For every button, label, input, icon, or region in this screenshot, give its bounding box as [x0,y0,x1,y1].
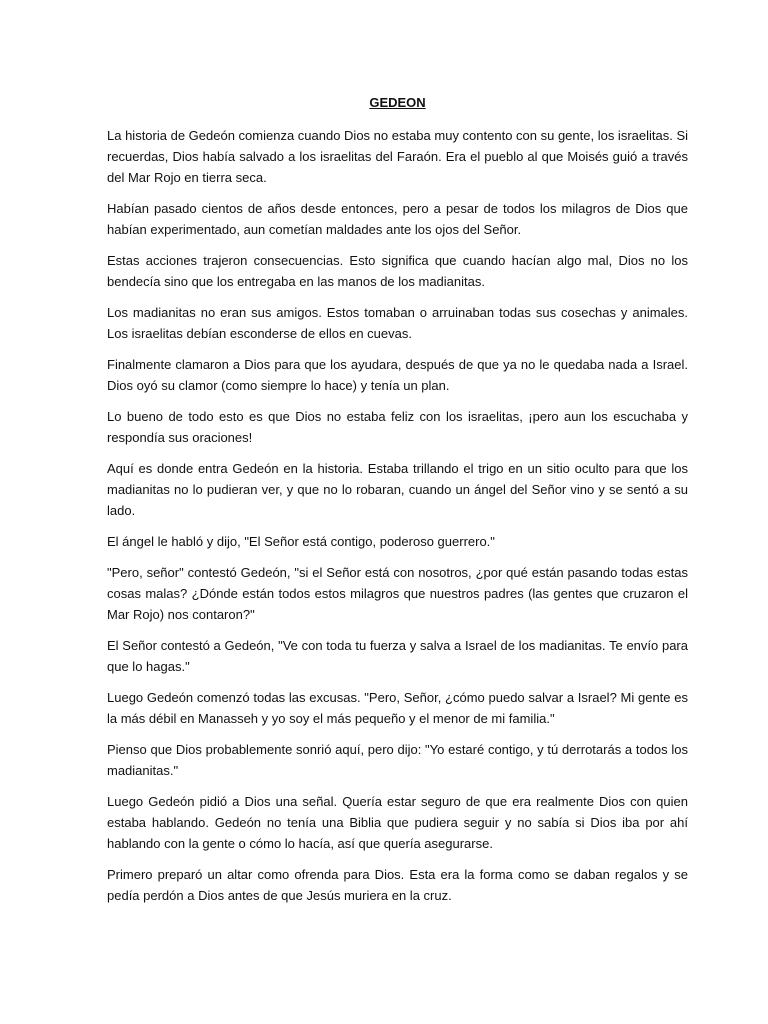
paragraph: Aquí es donde entra Gedeón en la historia. Estaba trillando el trigo en un sitio oculto para que los madianitas no lo pudieran ver, y que no lo robaran, cuando un ángel del Señor vino y se sentó a su lado. [107,461,688,518]
paragraph: Luego Gedeón pidió a Dios una señal. Quería estar seguro de que era realmente Dios con quien estaba hablando. Gedeón no tenía una Biblia que pudiera seguir y no sabía si Dios iba por ahí hablando con la gente o cómo lo hacía, así que quería asegurarse. [107,794,688,851]
paragraph: Habían pasado cientos de años desde entonces, pero a pesar de todos los milagros de Dios que habían experimentado, aun cometían maldades ante los ojos del Señor. [107,201,688,237]
paragraph: El ángel le habló y dijo, "El Señor está contigo, poderoso guerrero." [107,534,495,549]
paragraph: El Señor contestó a Gedeón, "Ve con toda tu fuerza y salva a Israel de los madianitas. Te envío para que lo hagas." [107,638,688,674]
paragraph: La historia de Gedeón comienza cuando Dios no estaba muy contento con su gente, los israelitas. Si recuerdas, Dios había salvado a los israelitas del Faraón. Era el pueblo al que Moisés guió a través del Mar Rojo en tierra seca. [107,128,689,185]
page-title: GEDEON [369,95,426,110]
paragraph: Pienso que Dios probablemente sonrió aquí, pero dijo: "Yo estaré contigo, y tú derrotarás a todos los madianitas." [107,742,688,778]
paragraph: Estas acciones trajeron consecuencias. Esto significa que cuando hacían algo mal, Dios no los bendecía sino que los entregaba en las manos de los madianitas. [107,253,688,289]
paragraph: Luego Gedeón comenzó todas las excusas. "Pero, Señor, ¿cómo puedo salvar a Israel? Mi gente es la más débil en Manasseh y yo soy el más pequeño y el menor de mi familia." [107,690,688,726]
paragraph: Lo bueno de todo esto es que Dios no estaba feliz con los israelitas, ¡pero aun los escuchaba y respondía sus oraciones! [107,409,688,445]
paragraph: Primero preparó un altar como ofrenda para Dios. Esta era la forma como se daban regalos y se pedía perdón a Dios antes de que Jesús muriera en la cruz. [107,867,688,903]
paragraph: Finalmente clamaron a Dios para que los ayudara, después de que ya no le quedaba nada a Israel. Dios oyó su clamor (como siempre lo hace) y tenía un plan. [107,357,688,393]
paragraph: "Pero, señor" contestó Gedeón, "si el Señor está con nosotros, ¿por qué están pasando todas estas cosas malas? ¿Dónde están todos estos milagros que nuestros padres (las gentes que cruzaron el Mar Rojo) nos contaron?" [107,565,688,622]
paragraph: Los madianitas no eran sus amigos. Estos tomaban o arruinaban todas sus cosechas y animales. Los israelitas debían esconderse de ellos en cuevas. [107,305,688,341]
